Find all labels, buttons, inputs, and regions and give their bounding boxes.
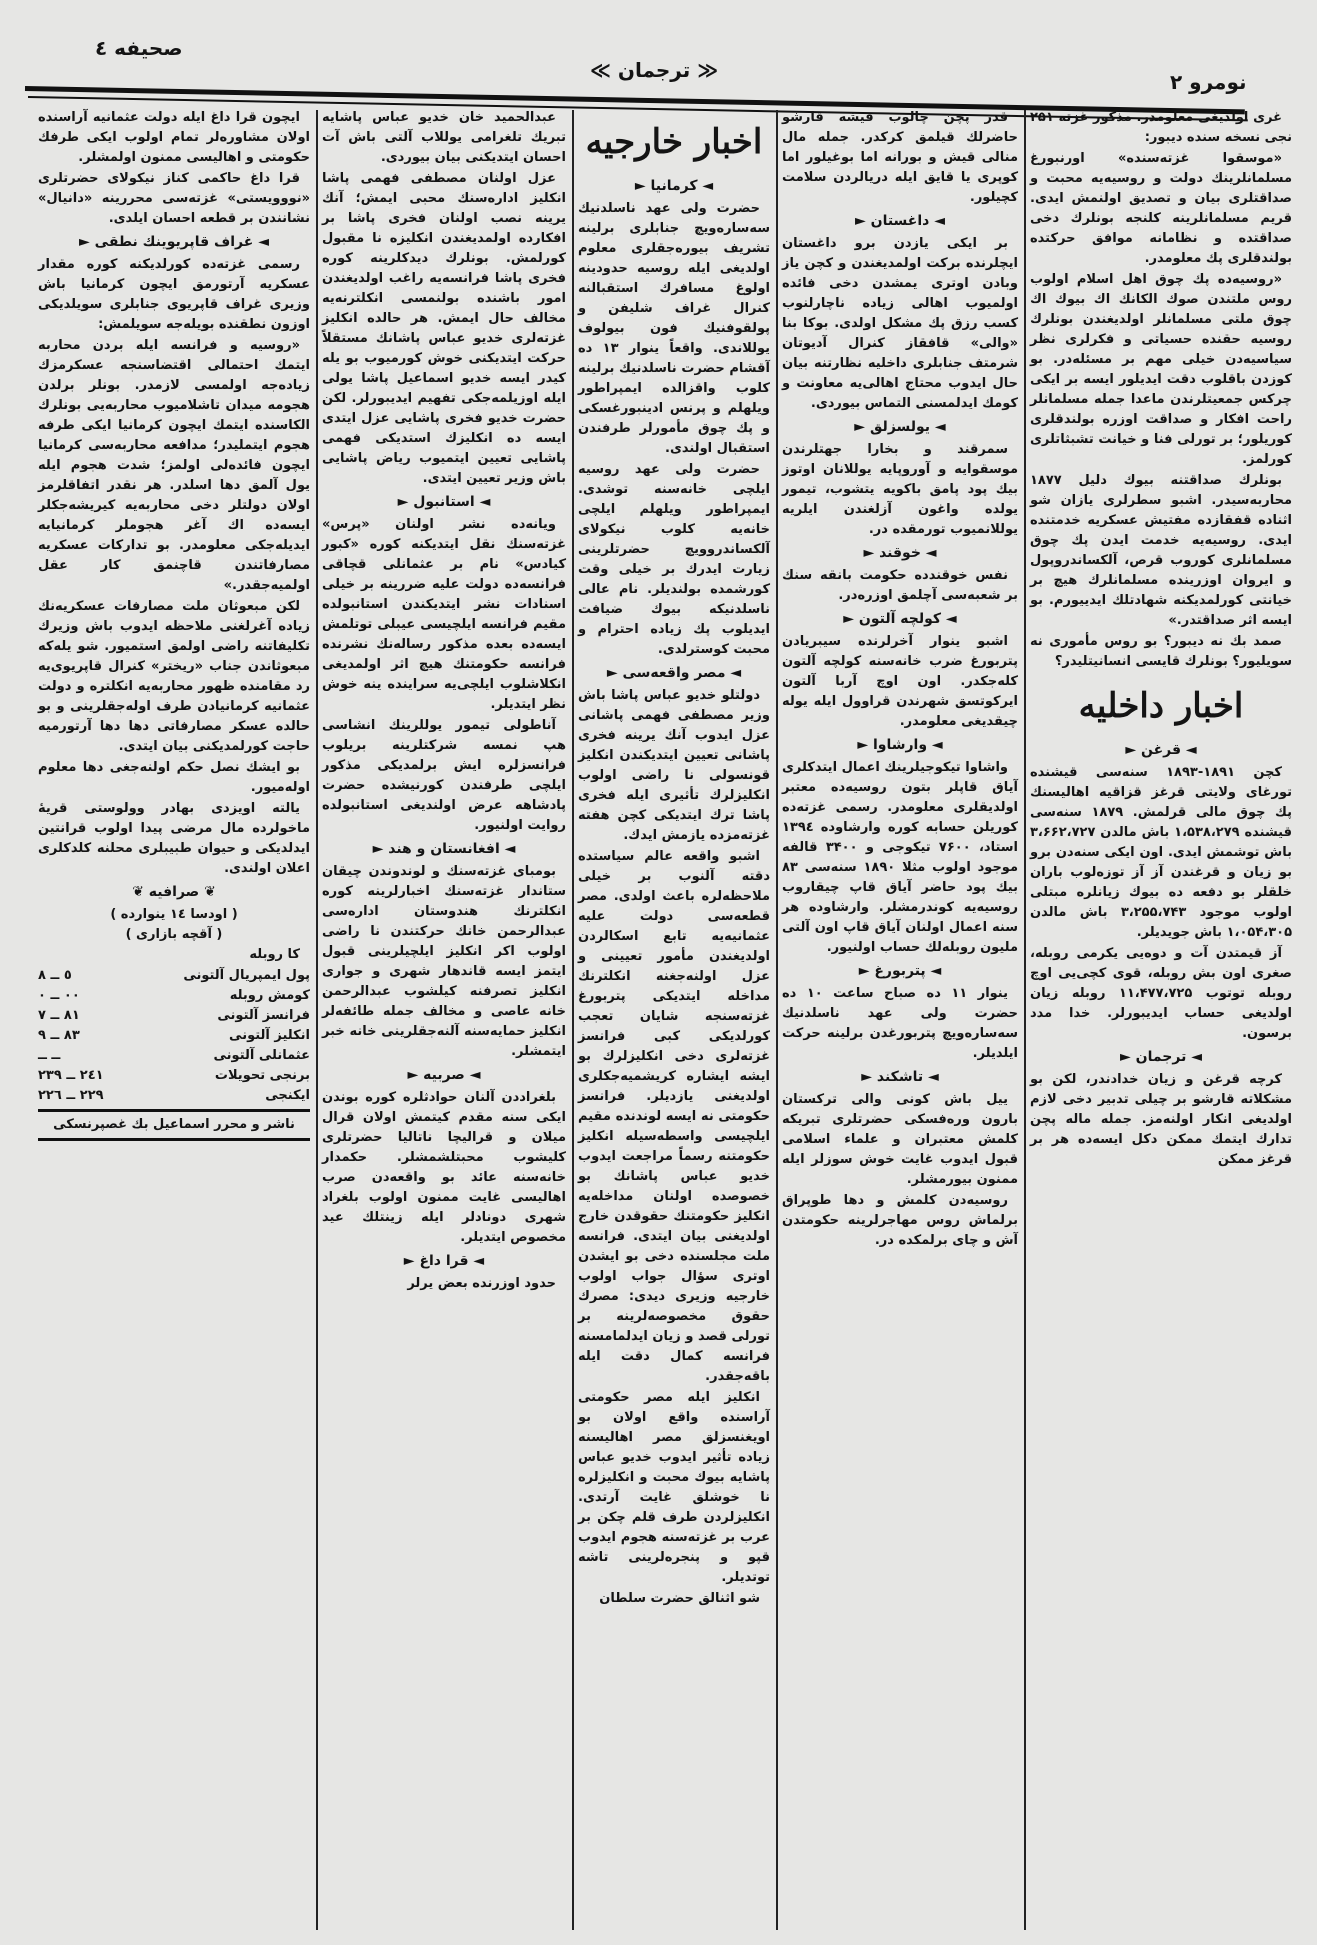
price-row [38, 966, 310, 986]
currency-rate: ٥ ــ ٨ [38, 968, 72, 983]
currency-rate: ٢٤١ ــ ٢٣٩ [38, 1068, 104, 1083]
column-divider [1024, 110, 1026, 1930]
price-row [38, 1026, 310, 1046]
article-heading: ◄ مصر واقعه‌سی ► [606, 665, 742, 681]
article-paragraph: نفس خوقندده حکومت بانقه سنك بر شعبه‌سی آچلمق اوزره‌در. [782, 568, 1018, 603]
article-paragraph: واشاوا تیکوجیلرینك اعمال ایتدکلری آیاق قاپلر بتون روسیه‌ده معتبر اولدیقلری معلومدر. رسمی غزته‌ده کوریلن حسابه کوره وارشاوده ۱۳۹٤ استاد، ۷۶۰۰ تیکوجی و ۳۴۰۰ قالفه موجود اولوب مثلا ۱۸۹۰ سنه‌سی ۸۳ بیك پود حاضر آیاق قاپ چیقاروب روسیه‌یه کوندرمشلر. وارشاوده هر سنه اعمال اولنان آیاق قاپ اون آلتی ملیون روبله‌لك حساب اولنیور. [782, 760, 1019, 955]
article-heading: ◄ خوقند ► [863, 545, 937, 561]
article-paragraph: یالته اویزدی بهادر وولوستی قریهٔ ماخولرده مال مرضی پیدا اولوب قرانتین ایدلدیکی و حیوان طبیبلری محلنه کلدکلری اعلان اولندی. [38, 801, 310, 876]
article-paragraph: حضرت ولی عهد روسیه ایلچی خانه‌سنه توشدی. ایمپراطور ویلهلم ایلچی خانه‌یه کلوب نیکولای آلکساندروویچ حضرتلرینی زیارت ایدرك بر خیلی وقت کورشمده بولندیلر. نام عالی ناسلدنیکه بیوك ضیافت ایدیلوب پك زیاده احترام و محبت کوسترلدی. [578, 462, 770, 657]
section-title: اخبار خارجیه [585, 122, 763, 162]
article-paragraph: عبدالحمید خان خدیو عباس پاشایه تبریك تلغرامی یوللاب آلتی باش آت احسان ایتدیکنی بیان بیوردی. [322, 110, 566, 165]
article-heading: ◄ داغستان ► [855, 213, 945, 229]
article-paragraph: ییل باش کونی والی ترکستان بارون وره‌فسکی حضرتلری تبریکه کلمش معتبران و علماء اسلامی قبول ایدوب غایت خوش سوزلر ایله ممنون بیورمشلر. [782, 1092, 1018, 1187]
price-row [38, 1006, 310, 1026]
column-divider [316, 110, 318, 1930]
article-heading: ◄ قرغن ► [1125, 742, 1197, 758]
article-heading: ◄ کولچه آلتون ► [843, 611, 957, 627]
currency-rate: ٢٢٩ ــ ٢٢٦ [38, 1088, 104, 1103]
article-paragraph: بلغراددن آلنان حوادثلره کوره بوندن ایکی سنه مقدم کیتمش اولان قرال میلان و قرالیچا ناتالیا حضرتلری کلیشوب محبتلشمشلر. حکمدار خانه‌سنه عائد بو واقعه‌دن صرب اهالیسی غایت ممنون اولوب بلغراد شهری دونادلر ایله زینتلك عید مخصوص ایتدیلر. [322, 1090, 566, 1245]
article-paragraph: ویانه‌ده نشر اولنان «پرس» غزته‌سنك نقل ایتدیکنه کوره «کبور کیادس» نام بر عثمانلی قچاقی فرانسه‌ده دولت علیه ضررینه بر خیلی اسنادات نشر ایتدیکندن استانبولده مقیم فرانسه ایلچیسی عیبلی توتلمش ایسه‌ده بعده مذکور رساله‌نك نشرنده فرانسه حکومتنك هیچ اثر اولمدیغی انکلاشلوب ایلچی‌یه سراینده ینه خوش نظر ایتدیلر. [322, 517, 566, 712]
article-paragraph: اشبو واقعه عالم سیاستده دقته آلنوب بر خیلی ملاحظه‌لره باعث اولدی. مصر قطعه‌سی دولت علیه عثمانیه‌یه تابع اسکالردن اولدیغندن مأمور تعیینی و عزل اولنه‌جغنه انکلترنك مداخله ایتدیکی پتربورغ غزته‌سنجه شایان تعجب کورلدیکی کبی فرانسز غزته‌لری دخی انکلیزلرك بو ایشه ایشاره کریشمیه‌جکلری اولدیغنی یازدیلر. فرانسز حکومتی نه ایسه لوندنده مقیم ایلچیسی واسطه‌سیله انکلیز حکومتنه رسماً مراجعت ایدوب خدیو عباس پاشانك بو خصوصده اولنان مداخله‌یه انکلیز حکومتنك حقوقدن خارج اولدیغنی بیان ایتدی. فرانسه ملت مجلسنده دخی بو ایشدن اوتری سؤال جواب اولوب خارجیه وزیری دیدی: مصرك حقوق مخصوصه‌لرینه بر تورلی قصد و زیان ایدلمامسنه فرانسه کمال دقت ایله باقه‌جقدر. [578, 849, 770, 1384]
article-heading: ◄ صربیه ► [407, 1067, 481, 1083]
article-paragraph: آز قیمتدن آت و دوه‌یی یکرمی روبله، صغری اون بش روبله، قوی کچی‌یی اوچ روبله توتوب ۱۱،۴۷۷،۷۲۵ روبله زیان اولدیغی حساب ایدیبورلر. خدا مدد برسون. [1030, 946, 1292, 1041]
price-row [38, 1046, 310, 1066]
column-4 [322, 108, 566, 1295]
article-paragraph: قرا داغ حاکمی کناز نیکولای حضرتلری «نووویستی» غزته‌سی محررینه «دانیال» نشانندن بر قطعه احسان ایلدی. [38, 171, 310, 226]
article-paragraph: عزل اولنان مصطفی فهمی پاشا انکلیز اداره‌سنك محبی ایمش؛ آنك یرینه نصب اولنان فخری پاشا بر افکارده اولمدیغندن انکلیزه نا مقبول کورلمش. بونلرك دیدکلرینه کوره فخری پاشا فرانسه‌یه راغب اولدیغندن امور باشنده بولنمسی انکلترنه‌یه مخالف حال ایمش. هر حالده انکلیز غزته‌لری خدیو عباس پاشانك مستقلاً حرکت ایتدیکنی خوش کورمیوب بو یله کیدر ایسه خدیو اسماعیل پاشا یولی ایله اوزیلمه‌جکی تفهیم ایدیبورلر. لکن حضرت خدیو فخری پاشایی عزل ایتدی ایسه ده انکلیزك استدیکی فهمی پاشایی تعیین ایتمیوب ریاض پاشایی باش وزیر تعیین ایتدی. [322, 171, 566, 486]
article-heading: ◄ وارشاوا ► [857, 737, 943, 753]
article-paragraph: رسمی غزته‌ده کورلدیکنه کوره مقدار عسکریه آرتورمق ایچون کرمانیا باش وزیری غراف قاپریوی جنابلری سویلدیکی اوزون نطقنده بویله‌جه سویلمش: [38, 257, 310, 332]
article-paragraph: لکن مبعوثان ملت مصارفات عسکریه‌نك زیاده آغرلغنی ملاحظه ایدوب باش وزیرك تکلیفاتنه راضی اولمق استمیور. شو یله‌که مبعوثاندن جناب «ریختر» کنرال قاپریوی‌یه رد مقامنده ظهور محاربه‌یه انکلتره و دولت عثمانیه کرمانیادن طرف اوله‌جقلرینی و بو حالده عسکر مصارفاتی دها دها آرتورمیه حاجت کورلمدیکنی بیان ایتدی. [38, 599, 310, 754]
currency-name: کومش روبله [229, 988, 310, 1003]
currency-rate: ٨٣ ــ ٩ [38, 1028, 80, 1043]
article-paragraph: غری اولدیغی معلومدر. مذکور غزته ۲۵۱ نجی نسخه سنده دیبور: [1030, 110, 1292, 145]
price-row [38, 1066, 310, 1086]
article-paragraph: حضرت ولی عهد ناسلدنیك سه‌ساره‌ویچ جنابلری برلینه تشریف بیوره‌جقلری معلوم اولدیغی ایله روسیه حدودینه اولوغ مسافرك استقبالنه کنرال غراف شلیفن و پولقوفنیك فون بیولوف یوللاندی. واقعاً ینوار ۱۳ ده آقشام حضرت ناسلدنیك برلینه کلوب واقزالده ایمپراطور ویلهلم و پرنس ادینبورغسکی و پك چوق مأمورلر طرفندن استقبال اولندی. [578, 201, 771, 456]
article-heading: ◄ افغانستان و هند ► [372, 841, 516, 857]
article-heading: ❦ صرافیه ❦ [132, 884, 216, 900]
currency-name: انکلیز آلتونی [229, 1028, 310, 1043]
currency-name: پول ایمپریال آلتونی [183, 968, 310, 983]
currency-name: فرانسز آلتونی [217, 1008, 310, 1023]
section-title: اخبار داخلیه [1078, 686, 1244, 726]
price-row [38, 1086, 310, 1106]
currency-rate: ــ ــ [38, 1048, 61, 1063]
divider [38, 1138, 310, 1141]
article-paragraph: «موسقوا غزته‌سنده» اورنبورغ مسلمانلرینك دولت و روسیه‌یه محبت و صداقتلری بیان و تصدیق اولنمش ایدی. قریم مسلمانلرینه کلنجه بونلرك دخی صداقتده و نظامانه موافق حرکتده بولندقلری پك معلومدر. [1030, 151, 1292, 266]
column-1 [1030, 108, 1292, 1171]
article-paragraph: کا روبله [249, 947, 300, 962]
page-number: صحیفه ٤ [95, 36, 183, 60]
article-heading: ◄ کرمانیا ► [634, 178, 714, 194]
article-heading: ◄ ترجمان ► [1120, 1049, 1202, 1065]
article-paragraph: کرچه قرغن و زیان خدادندر، لکن بو مشکلاته قارشو بر چیلی تدبیر دخی لازم اولدیغی انکار اولنه‌مز. جمله ماله پچن تدارك ایتمك ممکن دکل ایسه‌ده هر بر قرغز ممکن [1030, 1072, 1292, 1167]
centered-line: ناشر و محرر اسماعیل بك غصپرنسکی [53, 1117, 295, 1132]
column-divider [776, 110, 778, 1930]
column-2 [782, 108, 1018, 1252]
article-paragraph: بر ایکی یازدن برو داغستان ایچلرنده برکت اولمدیغندن و کچن یاز وبادن اوتری یمشدن دخی فائده اولمیوب اهالی زیاده ناچارلنوب کسب رزق پك مشکل اولدی. بوکا بنا «والی» قافقاز کنرال آدیوتان شرمتف جنابلری داخلیه نظارتنه بیان حال ایدوب محتاج اهالی‌یه معاونت و کومك ایدلمسنی التماس بیوردی. [782, 236, 1018, 411]
article-paragraph: انکلیز ایله مصر حکومتی آراسنده واقع اولان بو اویغنسزلق مصر اهالیسنه زیاده تأثیر ایدوب خدیو عباس پاشایه بیوك محبت و انکلیزلره نا خوشلق غایت آرتدی. انکلیزلردن طرف قلم چکن بر عرب بر غزته‌سنه هجوم ایدوب قپو و پنجره‌لرینی تاشه توتدیلر. [578, 1390, 770, 1585]
issue-number: نومرو ٢ [1170, 70, 1247, 94]
article-heading: ◄ قرا داغ ► [403, 1253, 485, 1269]
article-paragraph: اشبو ینوار آخرلرنده سیبریادن پتربورغ ضرب خانه‌سنه کولچه آلتون کله‌جکدر. اون اوچ آربا آلتون ایرکوتسق شهرندن قراوول ایله یوله چیقدیغی معلومدر. [782, 634, 1018, 729]
article-heading: ◄ تاشکند ► [861, 1069, 939, 1085]
article-paragraph: ینوار ۱۱ ده صباح ساعت ۱۰ ده حضرت ولی عهد ناسلدنیك سه‌ساره‌ویچ پتربورغدن برلینه حرکت ایلدیلر. [782, 986, 1018, 1061]
article-heading: ◄ یولسزلق ► [854, 419, 946, 435]
currency-rate: ٨١ ــ ٧ [38, 1008, 80, 1023]
article-paragraph: شو اثنالق حضرت سلطان [599, 1591, 760, 1606]
article-paragraph: بونلرك صداقتنه بیوك دلیل ۱۸۷۷ محاربه‌سیدر. اشبو سطرلری یازان شو اثناده قفقازده مفتیش عسکریه خدمتنده ایدی. روسیه‌یه خدمت ایدن پك چوق مسلمانلری کوروب قرص، آلکساندروپول و ایروان اوزرینده مسلمانلرك هیچ بر خیانتی کورلمدیکنه شهادتلك ایدییورم. بو ایسه اثر صداقتدر.» [1030, 473, 1292, 628]
article-paragraph: قدر پچن چالوب قیشه قارشو حاضرلك قیلمق کرکدر. جمله مال منالی قیش و بورانه اما بوغیلور اما کوپری یا قایق ایله دریالردن سلامت کچیلور. [782, 110, 1018, 205]
article-paragraph: دولتلو خدیو عباس پاشا باش وزیر مصطفی فهمی پاشانی عزل ایدوب آنك یرینه فخری پاشانی تعیین ایتدیکندن انکلیز قونسولی نا راضی اولوب انکلیزلرك تأثیری ایله فخری پاشا ترك ایتدیکی کچن هفته غزته‌مزده یازمش ایدك. [578, 688, 770, 843]
divider [38, 1109, 310, 1112]
article-paragraph: روسیه‌دن کلمش و دها طوپراق برلماش روس مهاجرلرینه حکومتدن آش و چای برلمکده در. [782, 1193, 1018, 1248]
article-paragraph: «روسیه و فرانسه ایله بردن محاربه ایتمك احتمالی اقتضاسنجه عسکرمزك زیاده‌جه اولمسی لازمدر. بونلر برلدن هجومه میدان تاشلامیوب محاربه‌یی بونلرك الکاسنده ایتمك ایچون کرمانیا ایکی طرفه هجوم ایتملیدر؛ مدافعه محاربه‌سی کرمانیا ایچون فائده‌لی اولمز؛ شدت هجوم ایله یول آلمق دها اسلدر. هر نقدر اتفاقلرمز اولان دولتلر دخی محاربه‌یه کیریشه‌جکلر ایسه‌ده اك آغر هجوملر کرمانیایه ایدیله‌جکی معلومدر. بو تدارکات عسکریه مصارفاتندن قاچنمق کار عقل اولمیه‌جقدر.» [38, 338, 310, 593]
article-paragraph: حدود اوزرنده بعض یرلر [407, 1276, 556, 1291]
article-heading: ◄ استانبول ► [397, 494, 491, 510]
article-paragraph: صمد بك نه دیبور؟ بو روس مأموری نه سویلیور؟ بونلرك قایسی انسانیتلیدر؟ [1030, 634, 1292, 669]
currency-rate: ٠٠ ــ ٠ [38, 988, 80, 1003]
article-paragraph: بومبای غزته‌سنك و لوندوندن چیقان ستاندار غزته‌سنك اخبارلرینه کوره انکلترنك هندوستان اداره‌سی عبدالرحمن خانك حرکتندن نا راضی اولوب اکر انکلیز ایلچیلرینی قبول ایتمز ایسه قاندهار شهری و جواری انکلیز تصرفنه کیلشوب عبدالرحمن خانه عاصی و مخالف جمله طائفه‌لر انکلیز حمایه‌سنه آلنه‌جقلرینی خانه خبر ایتمشلر. [322, 864, 566, 1059]
currency-name: برنجی تحویلات [214, 1068, 310, 1083]
price-row [38, 986, 310, 1006]
currency-name: ایکنجی [265, 1088, 310, 1103]
article-paragraph: کچن ۱۸۹۱-۱۸۹۳ سنه‌سی قیشنده تورغای ولایتی قرغز قزاقیه اهالیسنك پك چوق مالی قرلمش. ۱۸۷۹ سنه‌سی قیشنده ۱،۵۳۸،۲۷۹ باش مالدن ۳،۶۶۲،۷۲۷ باش توشمش ایدی. اون ایکی سنه‌دن برو بو زیان و قرغندن آز آز توزه‌لوب باران خلقلر بو دفعه ده بیوك زیانلره مبتلی اولوب موجود ۳،۲۵۵،۷۴۳ باش مالدن ۱،۰۵۴،۳۰۵ باش جویدیلر. [1030, 765, 1293, 940]
article-paragraph: سمرقند و بخارا جهتلرندن موسقوایه و آوروپایه یوللانان اوتوز بیك پود پامق باکویه یتشوب، تیمور یولده واغون آزلغندن ایلریه یوللانمیوب تورمقده در. [782, 442, 1018, 537]
newspaper-title: ≪ ترجمان ≫ [590, 58, 719, 82]
article-heading: ◄ غراف قاپریوینك نطقی ► [79, 234, 269, 250]
article-paragraph: «روسیه‌ده پك چوق اهل اسلام اولوب روس ملتندن صوك الکانك اك بیوك اك چوق ملتی مسلمانلر اولدیغندن بونلرك روسیه حقنده حسیاتی و فکرلری نظر سیاسیه‌دن خیلی مهم بر مسئله‌در. بو کوزدن باقلوب دقت ایدیلور ایسه بر ایکی چرکس جمعیتلرندن ماعدا جمله مسلمانلر راحت افکار و صداقت اوزره بولندقلری کوریلور؛ بر تورلی فنا و خیانت تشبثاتلری کورلمز. [1030, 272, 1292, 467]
column-divider [572, 110, 574, 1930]
article-paragraph: ایچون قرا داغ ایله دولت عثمانیه آراسنده اولان مشاوره‌لر تمام اولوب ایکی طرفك حکومتی و اهالیسی ممنون اولمشلر. [38, 110, 310, 165]
currency-name: عثمانلی آلتونی [213, 1048, 310, 1063]
article-paragraph: آناطولی تیمور یوللرینك انشاسی هپ نمسه شرکتلرینه بریلوب فرانسزلره ایش برلمدیکی مذکور ایلچی طرفندن کورنیشده حضرت پادشاهه عرض اولندیغی استانبولده روایت اولنیور. [322, 718, 566, 833]
column-5 [38, 108, 310, 1144]
column-3 [578, 108, 770, 1610]
centered-line: ( آقچه بازاری ) [125, 927, 223, 942]
article-heading: ◄ پتربورغ ► [858, 963, 942, 979]
centered-line: ( اودسا ١٤ ینوارده ) [110, 907, 238, 922]
article-paragraph: بو ایشك نصل حکم اولنه‌جغی دها معلوم اوله‌میور. [38, 760, 310, 795]
